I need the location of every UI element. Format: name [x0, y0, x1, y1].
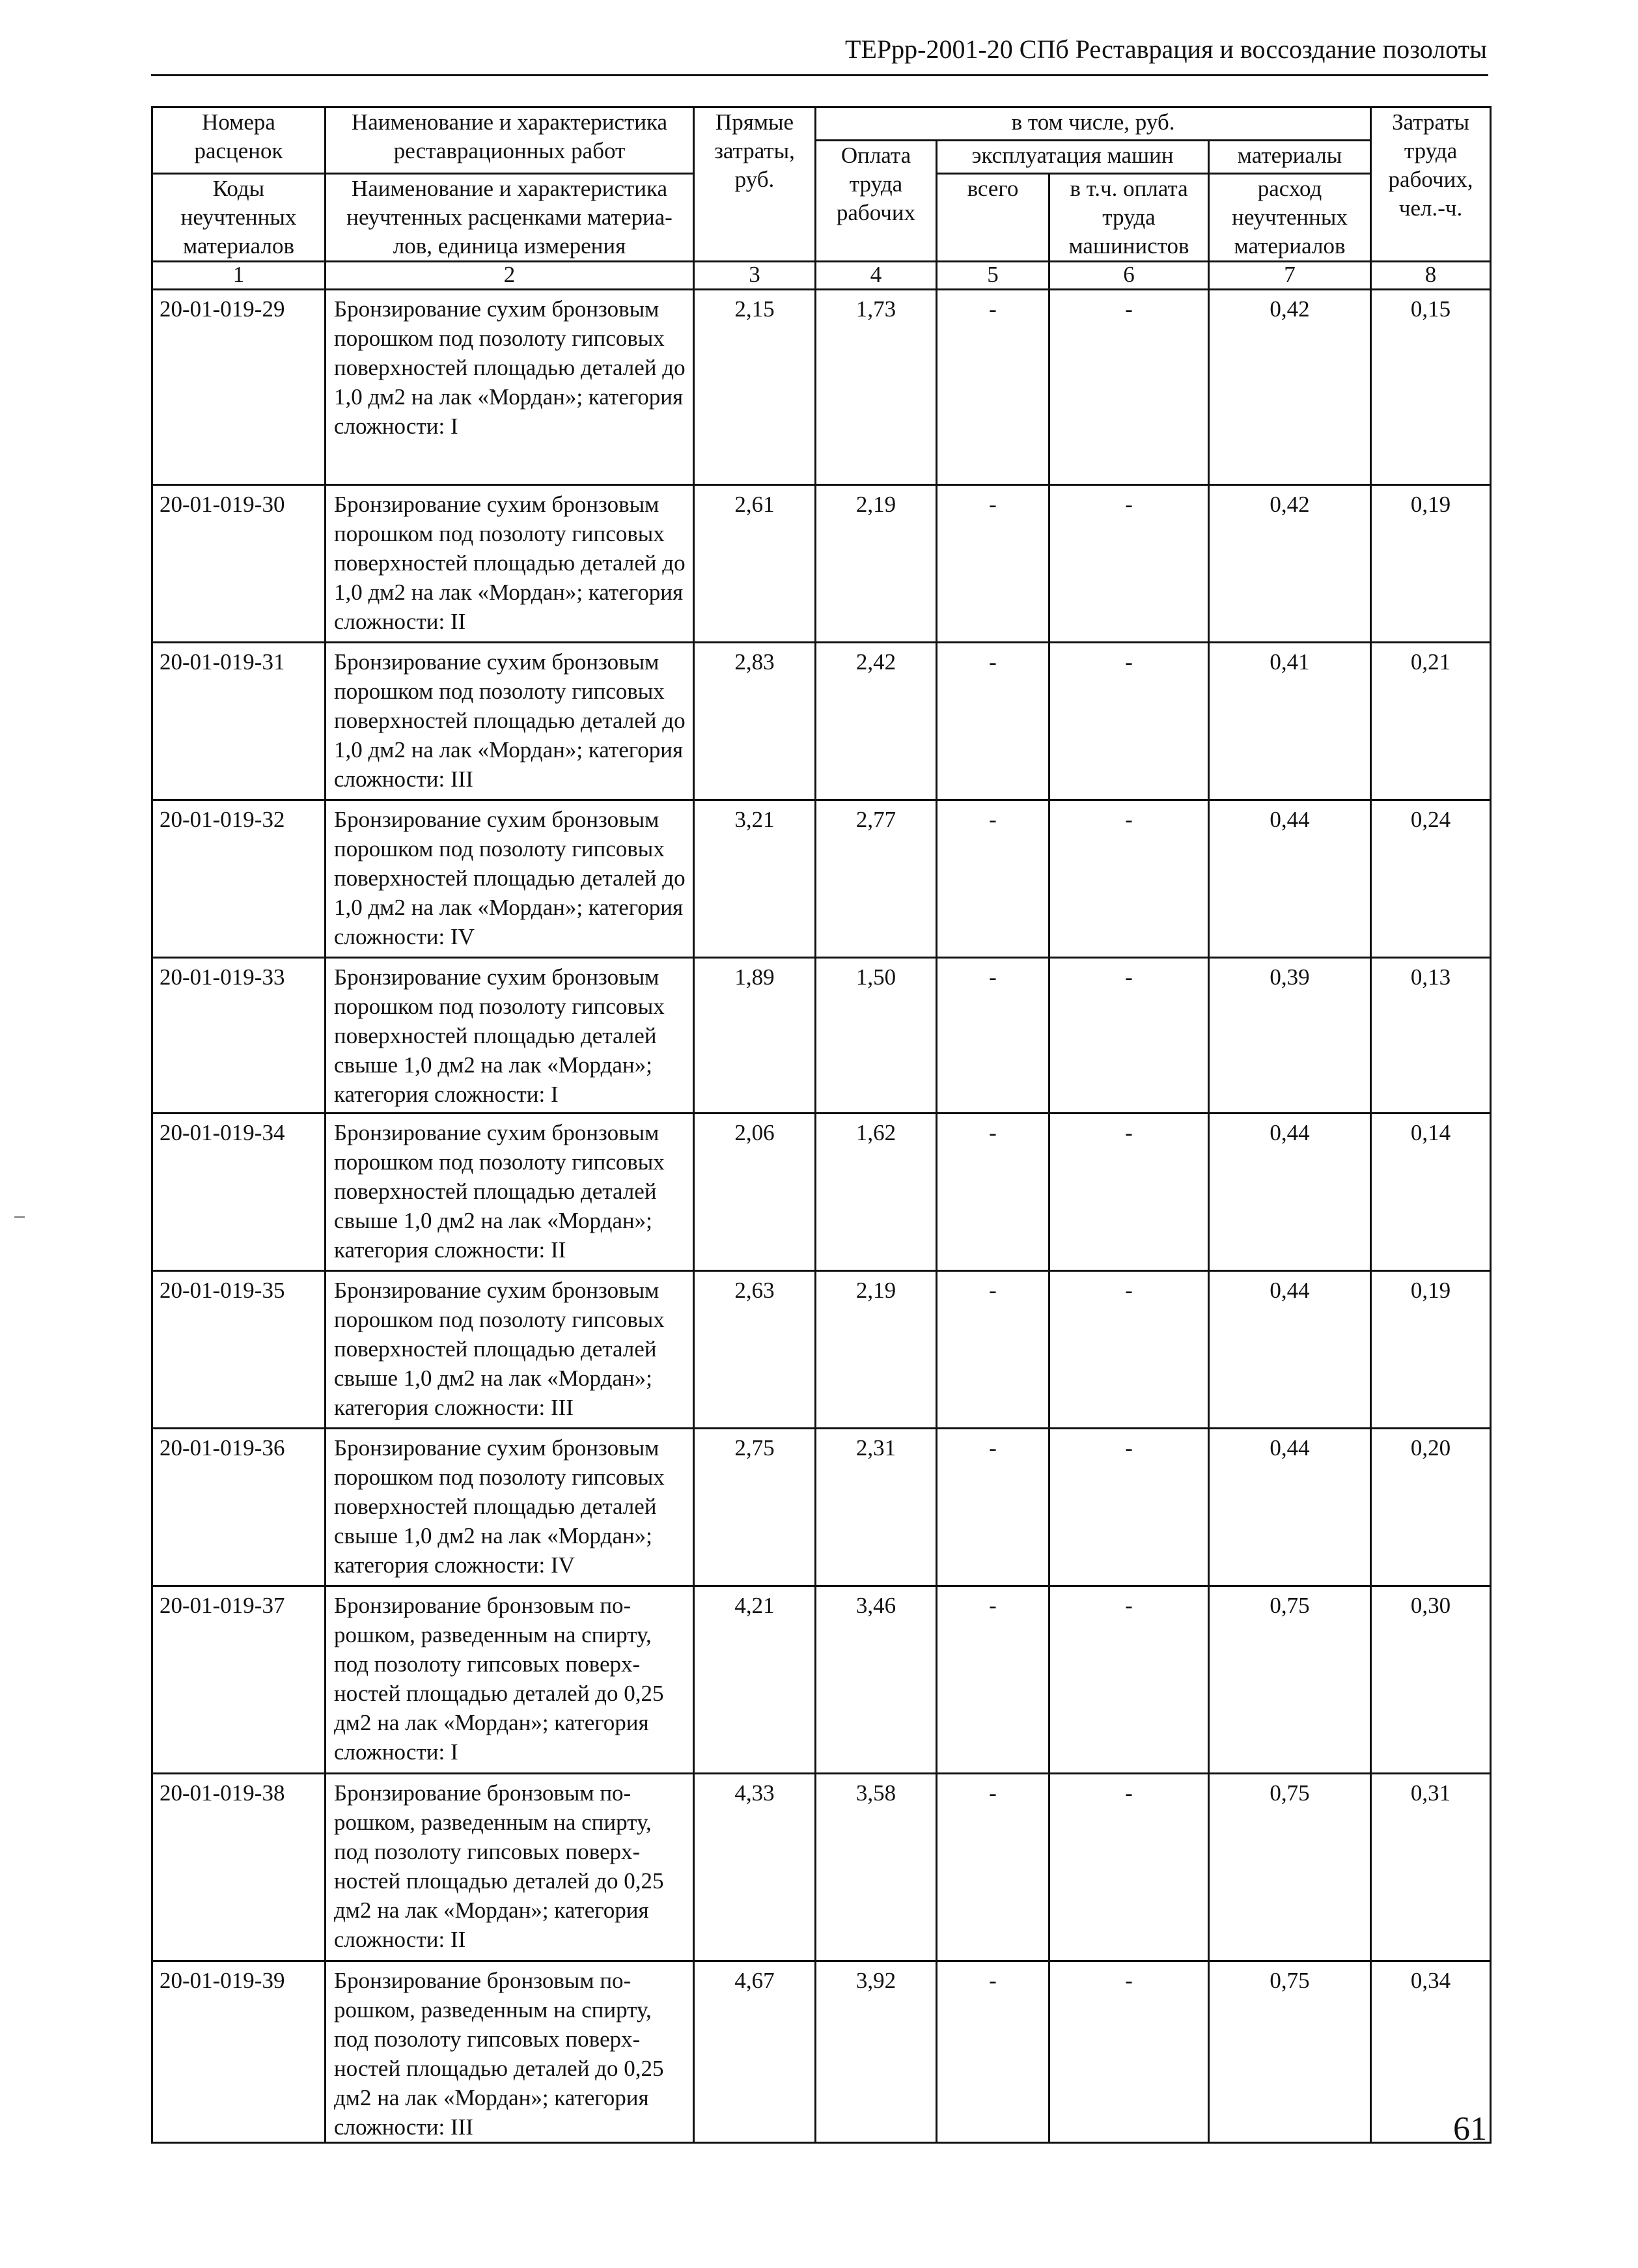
rate-code: 20-01-019-35: [152, 1271, 326, 1429]
materials-cost: 0,44: [1209, 1429, 1371, 1586]
header-rule: [151, 74, 1488, 76]
header-machine-operation: эксплуатация машин: [937, 141, 1209, 174]
machines-total: -: [937, 643, 1049, 800]
table-row: [152, 1586, 1491, 1774]
materials-cost: 0,44: [1209, 1271, 1371, 1429]
table-body: [152, 290, 1491, 2143]
worker-pay: 1,73: [816, 290, 937, 485]
materials-cost: 0,42: [1209, 485, 1371, 643]
work-description: Бронзирование сухим бронзовым порошком под позолоту гипсовых поверхностей площадью деталей до 1,0 дм2 на лак «Мордан»; категория сложности: III: [326, 643, 694, 800]
labor-hours: 0,20: [1371, 1429, 1491, 1586]
direct-costs: 2,15: [694, 290, 816, 485]
rate-code: 20-01-019-33: [152, 958, 326, 1113]
column-number-row: [152, 262, 1491, 290]
machines-total: -: [937, 1271, 1049, 1429]
operator-pay: -: [1049, 1961, 1209, 2143]
worker-pay: 1,50: [816, 958, 937, 1113]
table-row: [152, 1774, 1491, 1961]
machines-total: -: [937, 1961, 1049, 2143]
header-worker-pay: Оплата труда рабочих: [816, 141, 937, 262]
work-description: Бронзирование сухим бронзовым порошком под позолоту гипсовых поверхностей площадью деталей свыше 1,0 дм2 на лак «Мордан»; категория сложности: IV: [326, 1429, 694, 1586]
table-row: [152, 643, 1491, 800]
work-description: Бронзирование бронзовым по-рошком, разведенным на спирту, под позолоту гипсовых поверх-ностей площадью деталей до 0,25 дм2 на лак «Мордан»; категория сложности: II: [326, 1774, 694, 1961]
margin-mark: [14, 1216, 25, 1218]
header-labor-hours: Затраты труда рабочих, чел.-ч.: [1371, 107, 1491, 262]
operator-pay: -: [1049, 958, 1209, 1113]
rate-code: 20-01-019-32: [152, 800, 326, 958]
materials-cost: 0,75: [1209, 1961, 1371, 2143]
machines-total: -: [937, 1774, 1049, 1961]
header-direct-costs: Прямые затраты, руб.: [694, 107, 816, 262]
machines-total: -: [937, 290, 1049, 485]
column-number: 5: [937, 262, 1049, 290]
work-description: Бронзирование сухим бронзовым порошком под позолоту гипсовых поверхностей площадью деталей до 1,0 дм2 на лак «Мордан»; категория сложности: IV: [326, 800, 694, 958]
column-number: 1: [152, 262, 326, 290]
rate-code: 20-01-019-36: [152, 1429, 326, 1586]
table-row: [152, 800, 1491, 958]
table-row: [152, 1429, 1491, 1586]
rate-code: 20-01-019-38: [152, 1774, 326, 1961]
table-row: [152, 1113, 1491, 1271]
header-material-names: Наименование и характеристика неучтенных расценками материа-лов, единица измерения: [326, 174, 694, 262]
worker-pay: 3,92: [816, 1961, 937, 2143]
worker-pay: 2,19: [816, 485, 937, 643]
work-description: Бронзирование сухим бронзовым порошком под позолоту гипсовых поверхностей площадью деталей до 1,0 дм2 на лак «Мордан»; категория сложности: II: [326, 485, 694, 643]
labor-hours: 0,14: [1371, 1113, 1491, 1271]
direct-costs: 1,89: [694, 958, 816, 1113]
materials-cost: 0,44: [1209, 800, 1371, 958]
work-description: Бронзирование сухим бронзовым порошком под позолоту гипсовых поверхностей площадью деталей свыше 1,0 дм2 на лак «Мордан»; категория сложности: I: [326, 958, 694, 1113]
direct-costs: 4,33: [694, 1774, 816, 1961]
worker-pay: 2,19: [816, 1271, 937, 1429]
header-materials: материалы: [1209, 141, 1371, 174]
operator-pay: -: [1049, 485, 1209, 643]
worker-pay: 1,62: [816, 1113, 937, 1271]
materials-cost: 0,41: [1209, 643, 1371, 800]
header-including: в том числе, руб.: [816, 107, 1371, 141]
worker-pay: 3,46: [816, 1586, 937, 1774]
column-number: 8: [1371, 262, 1491, 290]
header-machines-total: всего: [937, 174, 1049, 262]
labor-hours: 0,24: [1371, 800, 1491, 958]
operator-pay: -: [1049, 1271, 1209, 1429]
worker-pay: 2,77: [816, 800, 937, 958]
direct-costs: 2,75: [694, 1429, 816, 1586]
operator-pay: -: [1049, 1429, 1209, 1586]
column-number: 6: [1049, 262, 1209, 290]
page-number: 61: [1453, 2110, 1487, 2148]
labor-hours: 0,21: [1371, 643, 1491, 800]
header-material-codes: Коды неучтенных материалов: [152, 174, 326, 262]
operator-pay: -: [1049, 1113, 1209, 1271]
labor-hours: 0,30: [1371, 1586, 1491, 1774]
direct-costs: 2,61: [694, 485, 816, 643]
labor-hours: 0,13: [1371, 958, 1491, 1113]
column-number: 3: [694, 262, 816, 290]
machines-total: -: [937, 1429, 1049, 1586]
rate-code: 20-01-019-34: [152, 1113, 326, 1271]
column-number: 7: [1209, 262, 1371, 290]
worker-pay: 2,31: [816, 1429, 937, 1586]
direct-costs: 2,63: [694, 1271, 816, 1429]
header-work-name: Наименование и характеристика реставрационных работ: [326, 107, 694, 174]
table-row: [152, 958, 1491, 1113]
labor-hours: 0,31: [1371, 1774, 1491, 1961]
machines-total: -: [937, 958, 1049, 1113]
worker-pay: 3,58: [816, 1774, 937, 1961]
rates-table: [151, 106, 1492, 2144]
labor-hours: 0,19: [1371, 1271, 1491, 1429]
running-title: ТЕРрр-2001-20 СПб Реставрация и воссоздание позолоты: [845, 35, 1487, 64]
column-number: 4: [816, 262, 937, 290]
rate-code: 20-01-019-30: [152, 485, 326, 643]
direct-costs: 2,83: [694, 643, 816, 800]
operator-pay: -: [1049, 1586, 1209, 1774]
direct-costs: 4,67: [694, 1961, 816, 2143]
work-description: Бронзирование бронзовым по-рошком, разведенным на спирту, под позолоту гипсовых поверх-ностей площадью деталей до 0,25 дм2 на лак «Мордан»; категория сложности: III: [326, 1961, 694, 2143]
work-description: Бронзирование сухим бронзовым порошком под позолоту гипсовых поверхностей площадью деталей свыше 1,0 дм2 на лак «Мордан»; категория сложности: III: [326, 1271, 694, 1429]
table-row: [152, 1271, 1491, 1429]
header-operator-pay: в т.ч. оплата труда машинистов: [1049, 174, 1209, 262]
labor-hours: 0,15: [1371, 290, 1491, 485]
direct-costs: 2,06: [694, 1113, 816, 1271]
worker-pay: 2,42: [816, 643, 937, 800]
table-row: [152, 485, 1491, 643]
rate-code: 20-01-019-31: [152, 643, 326, 800]
machines-total: -: [937, 800, 1049, 958]
rate-code: 20-01-019-29: [152, 290, 326, 485]
work-description: Бронзирование сухим бронзовым порошком под позолоту гипсовых поверхностей площадью деталей до 1,0 дм2 на лак «Мордан»; категория сложности: I: [326, 290, 694, 485]
table-row: [152, 290, 1491, 485]
materials-cost: 0,42: [1209, 290, 1371, 485]
rate-code: 20-01-019-39: [152, 1961, 326, 2143]
labor-hours: 0,34: [1371, 1961, 1491, 2143]
materials-cost: 0,75: [1209, 1586, 1371, 1774]
table-header: [152, 107, 1491, 290]
header-unaccounted-materials: расход неучтенных материалов: [1209, 174, 1371, 262]
header-rate-numbers: Номера расценок: [152, 107, 326, 174]
work-description: Бронзирование бронзовым по-рошком, разведенным на спирту, под позолоту гипсовых поверх-ностей площадью деталей до 0,25 дм2 на лак «Мордан»; категория сложности: I: [326, 1586, 694, 1774]
machines-total: -: [937, 1586, 1049, 1774]
materials-cost: 0,44: [1209, 1113, 1371, 1271]
column-number: 2: [326, 262, 694, 290]
table-row: [152, 1961, 1491, 2143]
rate-code: 20-01-019-37: [152, 1586, 326, 1774]
operator-pay: -: [1049, 1774, 1209, 1961]
materials-cost: 0,75: [1209, 1774, 1371, 1961]
operator-pay: -: [1049, 800, 1209, 958]
materials-cost: 0,39: [1209, 958, 1371, 1113]
work-description: Бронзирование сухим бронзовым порошком под позолоту гипсовых поверхностей площадью деталей свыше 1,0 дм2 на лак «Мордан»; категория сложности: II: [326, 1113, 694, 1271]
direct-costs: 4,21: [694, 1586, 816, 1774]
machines-total: -: [937, 1113, 1049, 1271]
direct-costs: 3,21: [694, 800, 816, 958]
operator-pay: -: [1049, 290, 1209, 485]
labor-hours: 0,19: [1371, 485, 1491, 643]
operator-pay: -: [1049, 643, 1209, 800]
machines-total: -: [937, 485, 1049, 643]
